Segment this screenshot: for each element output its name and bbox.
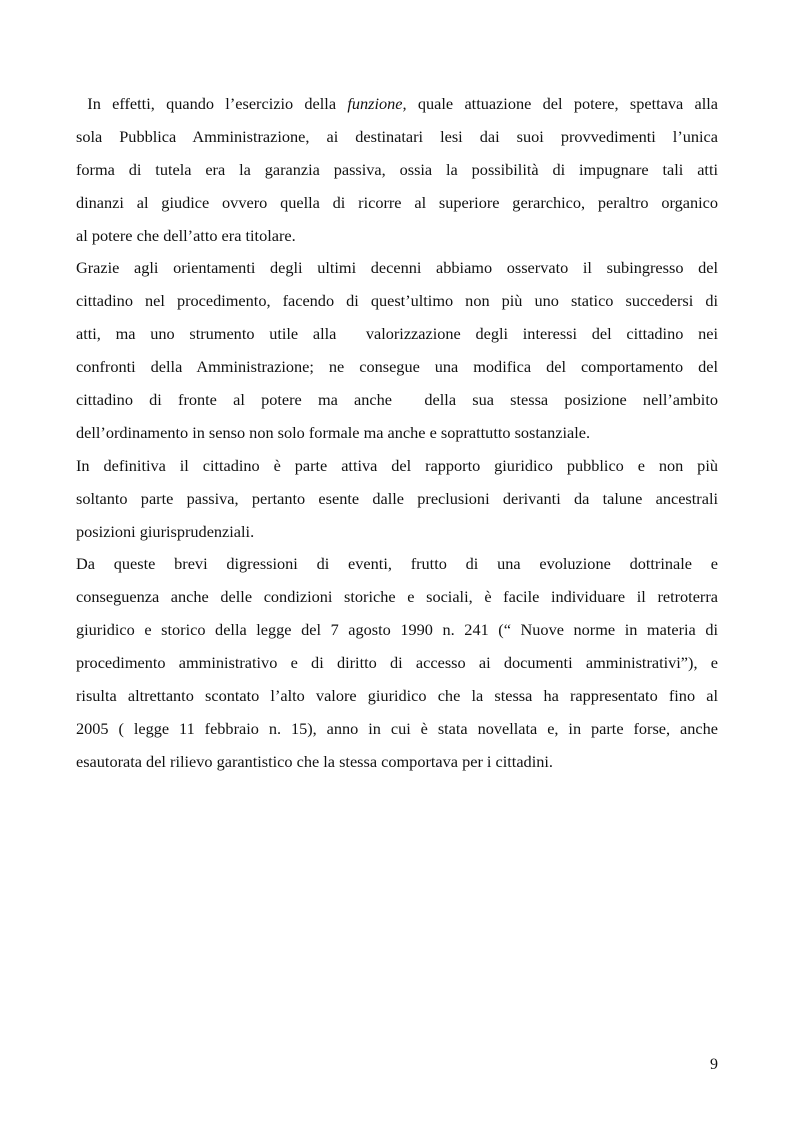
- text-line: [76, 647, 718, 680]
- body-text: [76, 88, 718, 779]
- text-segment: atti, ma uno strumento utile alla valorizzazione degli interessi del cittadino nei: [76, 324, 718, 344]
- text-segment: In effetti, quando l’esercizio della: [76, 94, 348, 113]
- text-segment: Da queste brevi digressioni di eventi, frutto di una evoluzione dottrinale e: [76, 554, 718, 574]
- text-line: [76, 154, 718, 187]
- text-segment: dinanzi al giudice ovvero quella di ricorre al superiore gerarchico, peraltro organico: [76, 192, 718, 212]
- text-segment: risulta altrettanto scontato l’alto valore giuridico che la stessa ha rappresentato fino al: [76, 686, 718, 706]
- italic-term: funzione,: [347, 94, 407, 113]
- text-segment: In definitiva il cittadino è parte attiva del rapporto giuridico pubblico e non più: [76, 455, 718, 475]
- text-line: [76, 614, 718, 647]
- text-line: [76, 483, 718, 516]
- page-number: 9: [710, 1056, 718, 1073]
- text-segment: sola Pubblica Amministrazione, ai destinatari lesi dai suoi provvedimenti l’unica: [76, 126, 718, 146]
- text-line: [76, 746, 718, 779]
- text-line: [76, 121, 718, 154]
- text-segment: cittadino nel procedimento, facendo di quest’ultimo non più uno statico succedersi di: [76, 291, 718, 311]
- text-line: [76, 351, 718, 384]
- text-segment: conseguenza anche delle condizioni storiche e sociali, è facile individuare il retroterra: [76, 587, 718, 607]
- text-line: [76, 713, 718, 746]
- text-segment: giuridico e storico della legge del 7 agosto 1990 n. 241 (“ Nuove norme in materia di: [76, 620, 718, 640]
- text-line: [76, 318, 718, 351]
- text-segment: soltanto parte passiva, pertanto esente dalle preclusioni derivanti da talune ancestrali: [76, 488, 718, 508]
- text-segment: Grazie agli orientamenti degli ultimi decenni abbiamo osservato il subingresso del: [76, 258, 718, 278]
- text-line: [76, 285, 718, 318]
- text-segment: posizioni giurisprudenziali.: [76, 521, 255, 541]
- text-line: [76, 680, 718, 713]
- paragraph: [76, 450, 718, 549]
- text-line: [76, 187, 718, 220]
- text-line: [76, 581, 718, 614]
- paragraph: [76, 88, 718, 252]
- text-line: [76, 450, 718, 483]
- text-segment: al potere che dell’atto era titolare.: [76, 225, 296, 245]
- text-line: [76, 384, 718, 417]
- text-segment: quale attuazione del potere, spettava alla: [406, 94, 718, 113]
- text-line: [76, 417, 718, 450]
- text-line: [76, 516, 718, 549]
- text-segment: procedimento amministrativo e di diritto di accesso ai documenti amministrativi”), e: [76, 653, 718, 673]
- text-line: [76, 220, 718, 253]
- text-segment: esautorata del rilievo garantistico che la stessa comportava per i cittadini.: [76, 751, 553, 771]
- paragraph: [76, 548, 718, 778]
- text-segment: forma di tutela era la garanzia passiva, ossia la possibilità di impugnare tali atti: [76, 159, 718, 179]
- text-segment: 2005 ( legge 11 febbraio n. 15), anno in cui è stata novellata e, in parte forse, anche: [76, 718, 718, 738]
- text-segment: confronti della Amministrazione; ne consegue una modifica del comportamento del: [76, 357, 718, 377]
- text-segment: cittadino di fronte al potere ma anche della sua stessa posizione nell’ambito: [76, 390, 718, 410]
- text-line: [76, 88, 718, 121]
- text-segment: dell’ordinamento in senso non solo formale ma anche e soprattutto sostanziale.: [76, 422, 591, 442]
- paragraph: [76, 252, 718, 449]
- text-line: [76, 548, 718, 581]
- text-line: [76, 252, 718, 285]
